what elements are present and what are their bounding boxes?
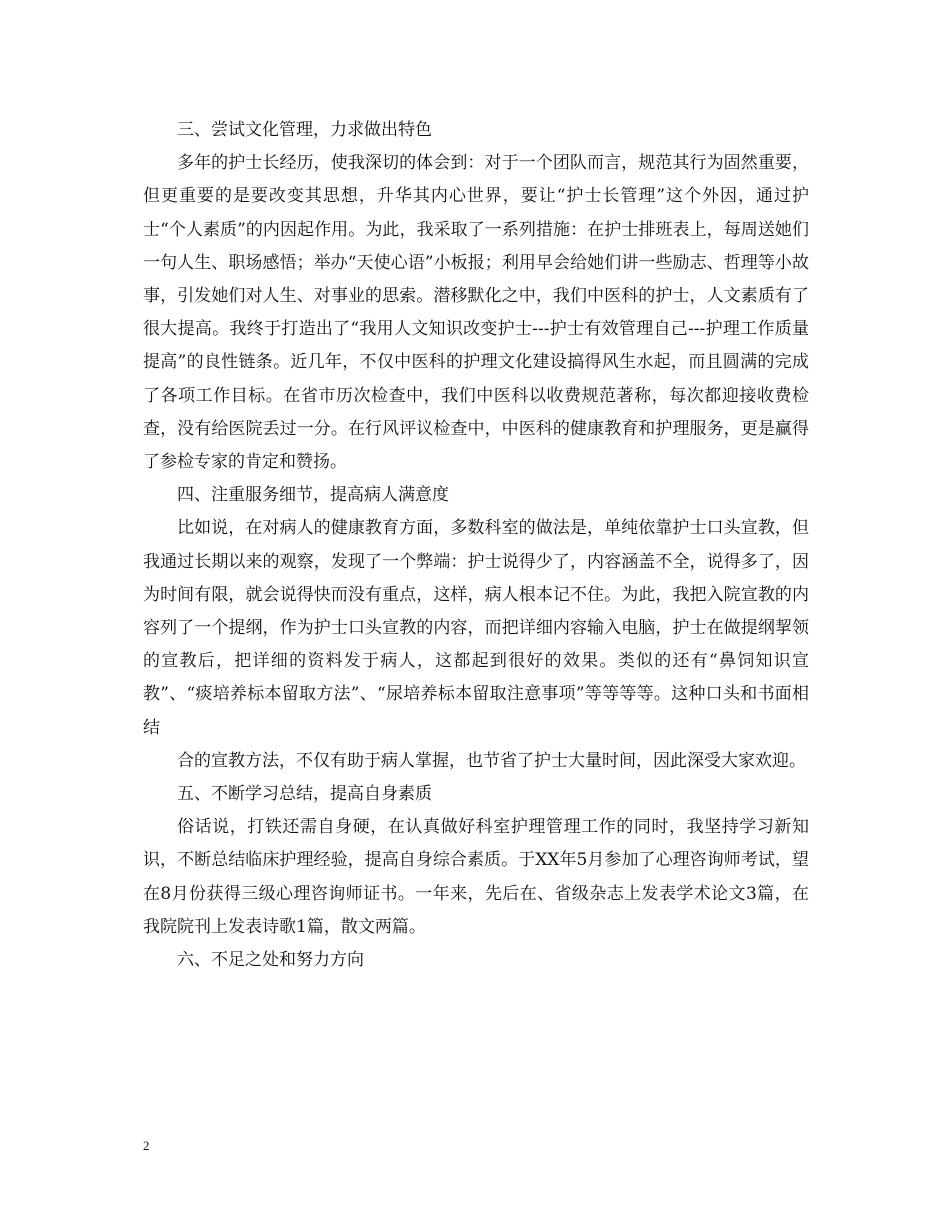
section-heading-6: 六、不足之处和努力方向: [177, 950, 364, 971]
page-number: 2: [143, 1138, 150, 1153]
section-heading-3: 三、尝试文化管理，力求做出特色: [177, 120, 432, 140]
document-body: [143, 114, 809, 977]
paragraph-culture-management: 多年的护士长经历，使我深切的体会到：对于一个团队而言，规范其行为固然重要，但更重要的是要改变其思想，升华其内心世界，要让“护士长管理”这个外因，通过护士“个人素质”的内因起作用。为此，我采取了一系列措施：在护士排班表上，每周送她们一句人生、职场感悟；举办“天使心语”小板报；利用早会给她们讲一些励志、哲理等小故事，引发她们对人生、对事业的思索。潜移默化之中，我们中医科的护士，人文素质有了很大提高。我终于打造出了“我用人文知识改变护士---护士有效管理自己---护理工作质量提高”的良性链条。近几年，不仅中医科的护理文化建设搞得风生水起，而且圆满的完成了各项工作目标。在省市历次检查中，我们中医科以收费规范著称，每次都迎接收费检查，没有给医院丢过一分。在行风评议检查中，中医科的健康教育和护理服务，更是赢得了参检专家的肯定和赞扬。: [143, 153, 809, 473]
section-heading-4: 四、注重服务细节，提高病人满意度: [177, 485, 449, 506]
paragraph-self-improvement: 俗话说，打铁还需自身硬，在认真做好科室护理管理工作的同时，我坚持学习新知识，不断总结临床护理经验，提高自身综合素质。于XX年5月参加了心理咨询师考试，望在8月份获得三级心理咨询师证书。一年来，先后在、省级杂志上发表学术论文3篇，在我院院刊上发表诗歌1篇，散文两篇。: [143, 817, 809, 937]
paragraph-education-method: 合的宣教方法，不仅有助于病人掌握，也节省了护士大量时间，因此深受大家欢迎。: [177, 750, 806, 771]
paragraph-service-details: 比如说，在对病人的健康教育方面，多数科室的做法是，单纯依靠护士口头宣教，但我通过长期以来的观察，发现了一个弊端：护士说得少了，内容涵盖不全，说得多了，因为时间有限，就会说得快而没有重点，这样，病人根本记不住。为此，我把入院宣教的内容列了一个提纲，作为护士口头宣教的内容，而把详细内容输入电脑，护士在做提纲挈领的宣教后，把详细的资料发于病人，这都起到很好的效果。类似的还有“鼻饲知识宣教”、“痰培养标本留取方法”、“尿培养标本留取注意事项”等等等等。这种口头和书面相结: [143, 518, 809, 738]
section-heading-5: 五、不断学习总结，提高自身素质: [177, 784, 432, 805]
